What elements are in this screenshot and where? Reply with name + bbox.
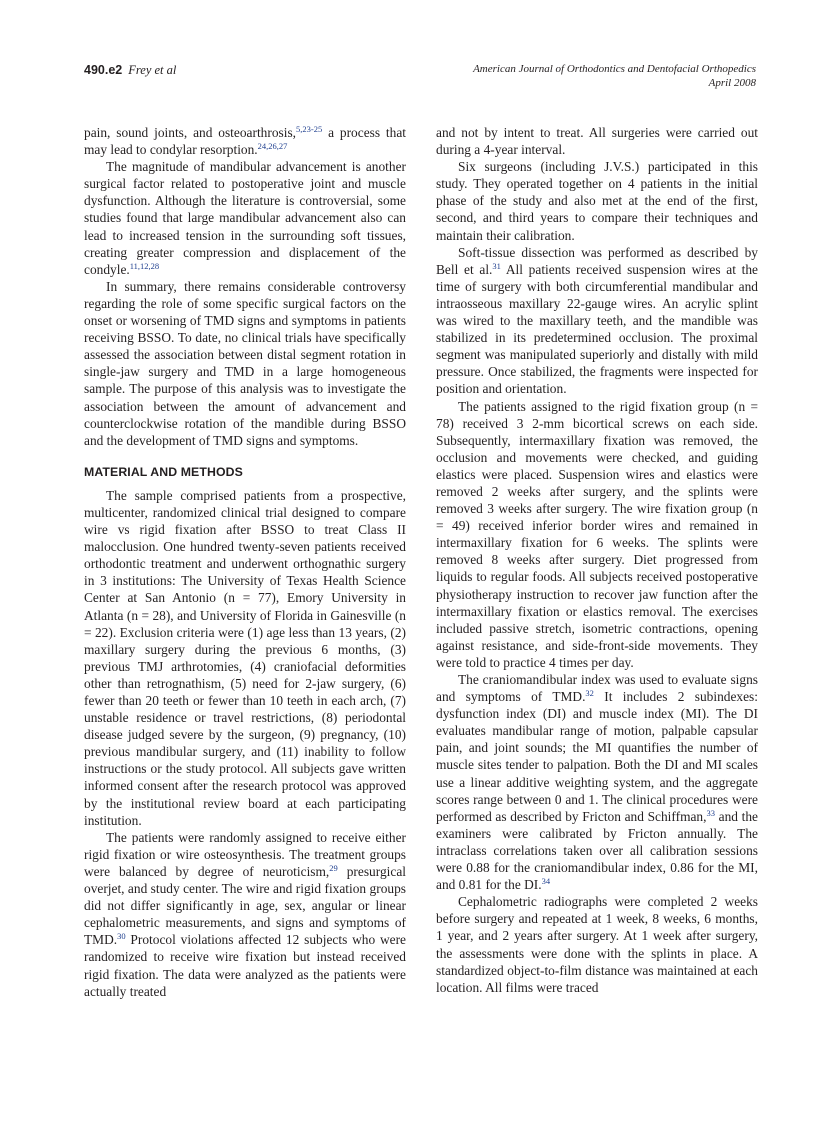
citation-link[interactable]: 32	[585, 688, 594, 699]
running-head-right	[473, 62, 756, 90]
paragraph	[436, 158, 758, 243]
paragraph	[84, 158, 406, 278]
right-column	[436, 124, 758, 996]
paragraph	[84, 278, 406, 449]
citation-link[interactable]: 24,26,27	[257, 141, 288, 152]
issue-date: April 2008	[708, 77, 756, 89]
paragraph	[84, 829, 406, 1000]
paragraph-text: All patients received suspension wires at the time of surgery with both circumferential mandibular and intraosseous maxillary 22-gauge wires. An acrylic splint was wired to the maxillary teeth, and the mandible was stabilized in its predetermined occlusion. The proximal segment was manipulated superiorly and distally with mild pressure. Once stabilized, the fragments were inspected for position and orientation.	[436, 261, 758, 397]
paragraph	[436, 671, 758, 893]
running-head-left	[84, 62, 176, 78]
paragraph-text: and the examiners were calibrated by Fricton annually. The intraclass correlations taken over all calibration sessions were 0.88 for the craniomandibular index, 0.86 for the MI, and 0.81 for the DI.	[436, 808, 758, 893]
citation-link[interactable]: 33	[706, 807, 715, 818]
citation-link[interactable]: 30	[117, 931, 126, 942]
page-number: 490.e2	[84, 63, 123, 77]
paragraph-text: pain, sound joints, and osteoarthrosis,	[84, 125, 297, 140]
paragraph-text: a process that may lead to condylar resorption.	[84, 125, 406, 158]
paragraph	[436, 893, 758, 996]
journal-title: American Journal of Orthodontics and Dentofacial Orthopedics	[473, 63, 756, 75]
paragraph-text: It includes 2 subindexes: dysfunction index (DI) and muscle index (MI). The DI evaluates mandibular range of motion, palpable capsular pain, and joint sounds; the MI quantifies the number of muscle sites tender to palpation. Both the DI and MI scales use a linear additive weighting system, and the aggregate scores range between 0 and 1. The clinical procedures were performed as described by Fricton and Schiffman,	[436, 689, 758, 824]
paragraph-text: The craniomandibular index was used to evaluate signs and symptoms of TMD.	[436, 672, 758, 705]
paragraph	[436, 244, 758, 398]
paragraph-text: Protocol violations affected 12 subjects who were randomized to receive wire fixation but instead received rigid fixation. The data were analyzed as the patients were actually treated	[84, 932, 406, 999]
paragraph-text: The sample comprised patients from a prospective, multicenter, randomized clinical trial designed to compare wire vs rigid fixation after BSSO to treat Class II malocclusion. One hundred twenty-seven patients received orthodontic treatment and underwent orthognathic surgery in 3 institutions: The University of Texas Health Science Center at San Antonio (n = 77), Emory University in Atlanta (n = 28), and University of Florida in Gainesville (n = 22). Exclusion criteria were (1) age less than 13 years, (2) maxillary surgery during the previous 6 months, (3) previous TMJ arthrotomies, (4) craniofacial deformities other than retrognathism, (5) need for 2-jaw surgery, (6) fewer than 20 teeth or fewer than 10 teeth in each arch, (7) unstable residence or travel restrictions, (8) periodontal disease judged severe by the surgeon, (9) pregnancy, (10) previous mandibular surgery, and (11) inability to follow instructions or the study protocol. All subjects gave written informed consent after the research protocol was approved by the institutional review board at each participating institution.	[84, 487, 406, 828]
left-column	[84, 124, 406, 1000]
paragraph	[84, 487, 406, 829]
running-head	[84, 62, 756, 96]
citation-link[interactable]: 5,23-25	[296, 124, 323, 134]
paragraph	[436, 124, 758, 158]
paragraph-text: The patients were randomly assigned to receive either rigid fixation or wire osteosynthesis. The treatment groups were balanced by degree of neuroticism,	[84, 829, 406, 879]
paragraph-text: presurgical overjet, and study center. The wire and rigid fixation groups did not differ significantly in age, sex, angular or linear cephalometric measurements, and signs and symptoms of TMD.	[84, 863, 406, 948]
paragraph-text: and not by intent to treat. All surgeries were carried out during a 4-year interval.	[436, 125, 758, 158]
running-head-authors: Frey et al	[128, 63, 177, 77]
citation-link[interactable]: 31	[492, 260, 501, 271]
citation-link[interactable]: 11,12,28	[129, 260, 160, 271]
paragraph-text: Six surgeons (including J.V.S.) participated in this study. They operated together on 4 patients in the initial phase of the study and also met at the end of the first, second, and third years to compare their techniques and maintain their calibration.	[436, 159, 758, 243]
citation-link[interactable]: 29	[329, 862, 338, 873]
paragraph-text: Soft-tissue dissection was performed as described by Bell et al.	[436, 244, 758, 277]
paragraph-text: Cephalometric radiographs were completed 2 weeks before surgery and repeated at 1 week, 8 weeks, 6 months, 1 year, and 2 years after surgery. At 1 week after surgery, the assessments were done with the splints in place. A standardized object-to-film distance was maintained at each location. All films were traced	[436, 894, 758, 995]
paragraph	[84, 124, 406, 158]
paragraph-text: The patients assigned to the rigid fixation group (n = 78) received 3 2-mm bicortical screws on each side. Subsequently, intermaxillary fixation was removed, the occlusion and movements were checked, and guiding elastics were placed. Suspension wires and elastics were removed 2 weeks after surgery, and the splints were removed 3 weeks after surgery. The wire fixation group (n = 49) received inferior border wires and remained in intermaxillary fixation for 6 weeks. The splints were removed 8 weeks after surgery. Diet progressed from liquids to regular foods. All subjects received postoperative physiotherapy instruction to recover jaw function after the intermaxillary fixation or elastics removal. The exercises included passive stretch, isometric contractions, opening against resistance, and side-front-side movements. They were told to practice 4 times per day.	[436, 398, 758, 670]
paragraph-text: In summary, there remains considerable controversy regarding the role of some specific surgical factors on the onset or worsening of TMD signs and symptoms in patients receiving BSSO. To date, no clinical trials have specifically assessed the association between distal segment rotation in single-jaw surgery and TMD in a large homogeneous sample. The purpose of this analysis was to investigate the association between the amount of advancement and counterclockwise rotation of the mandible during BSSO and the development of TMD signs and symptoms.	[84, 278, 406, 448]
section-heading: MATERIAL AND METHODS	[84, 464, 243, 479]
paragraph	[436, 398, 758, 672]
paragraph-text: The magnitude of mandibular advancement is another surgical factor related to postoperative joint and muscle dysfunction. Although the literature is controversial, some studies found that large mandibular advancement also can lead to increased tension in the surrounding soft tissues, creating greater compression and displacement of the condyle.	[84, 159, 406, 277]
citation-link[interactable]: 34	[541, 876, 551, 887]
